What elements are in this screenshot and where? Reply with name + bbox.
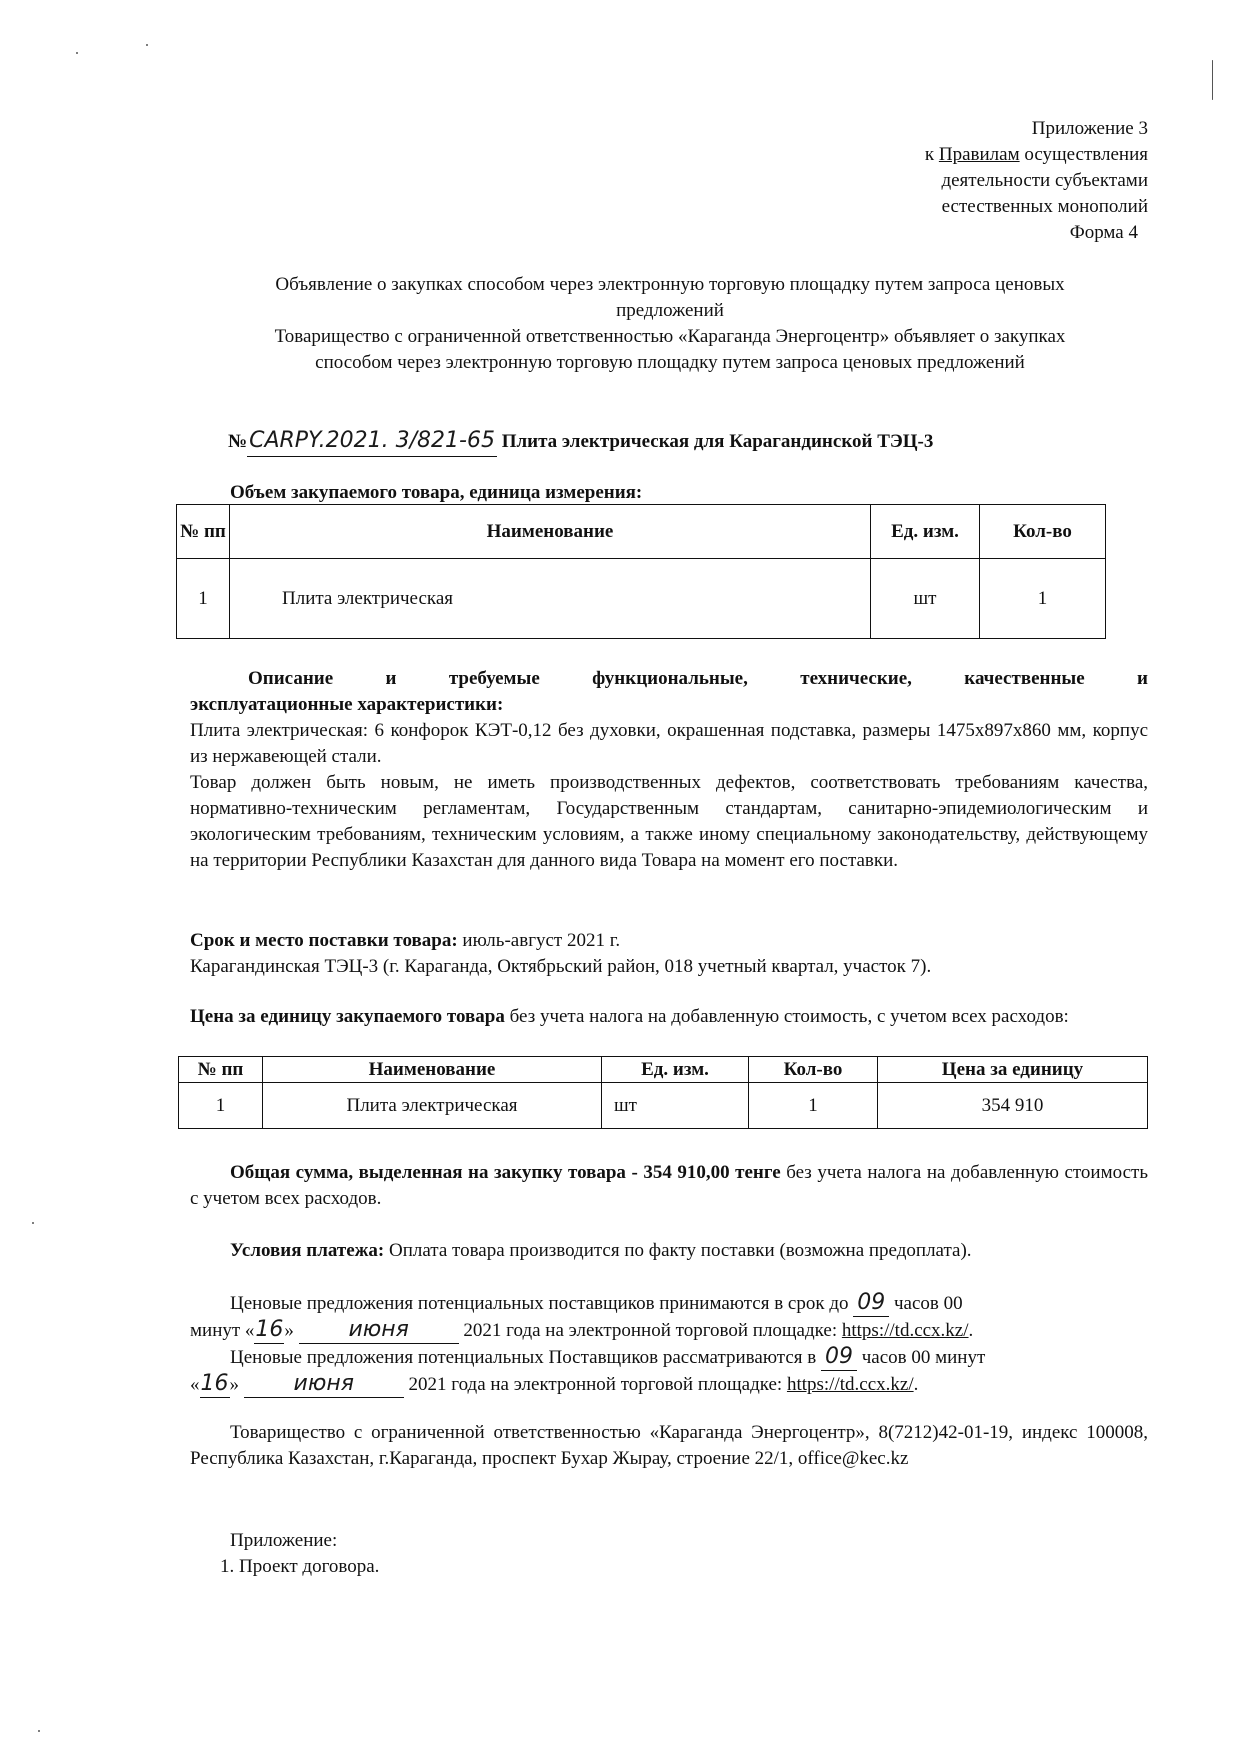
table-header-row: [177, 505, 1106, 559]
accept-prefix: Ценовые предложения потенциальных поставщиков принимаются в срок до: [230, 1293, 849, 1314]
row-name: Плита электрическая: [263, 1083, 602, 1129]
scan-speck: [76, 52, 78, 54]
price-text: без учета налога на добавленную стоимость, с учетом всех расходов:: [504, 1006, 1069, 1027]
delivery-line: [190, 928, 1148, 954]
title-line-4: способом через электронную торговую площадку путем запроса ценовых предложений: [315, 352, 1025, 373]
delivery-period: июль-август 2021 г.: [457, 930, 621, 951]
description-para-2: Товар должен быть новым, не иметь производственных дефектов, соответствовать требованиям качества, нормативно-техническим регламентам, Государственным стандартам, санитарно-эпидемиологическим и экологическим требованиям, техническим условиям, а также иному специальному законодательству, действующему на территории Республики Казахстан для данного вида Товара на момент его поставки.: [190, 772, 1148, 871]
accept-line-1: [190, 1290, 1148, 1317]
accept-min-prefix: минут «: [190, 1320, 255, 1341]
row-unit: шт: [602, 1083, 749, 1129]
accept-close: »: [284, 1320, 294, 1341]
contacts-section: Товарищество с ограниченной ответственностью «Караганда Энергоцентр», 8(7212)42-01-19, индекс 100008, Республика Казахстан, г.Караганда, проспект Бухар Жырау, строение 22/1, office@kec.kz: [190, 1422, 1148, 1469]
row-unit: шт: [871, 559, 980, 639]
delivery-label: Срок и место поставки товара:: [190, 930, 458, 951]
description-heading-1: Описание и требуемые функциональные, технические, качественные и: [248, 668, 1148, 689]
rules-link[interactable]: Правилам: [938, 144, 1020, 165]
total-label: Общая сумма, выделенная на закупку товара: [230, 1162, 626, 1183]
form-number: Форма 4: [1069, 222, 1138, 243]
scan-speck: [1212, 60, 1213, 100]
col-qty: Кол-во: [980, 505, 1106, 559]
review-open: «: [190, 1374, 200, 1395]
row-name: Плита электрическая: [230, 559, 871, 639]
rules-suffix: осуществления: [1019, 144, 1148, 165]
volume-table: [176, 504, 1106, 639]
review-line-1: [190, 1344, 1148, 1371]
scan-speck: [32, 1222, 34, 1224]
review-prefix: Ценовые предложения потенциальных Поставщиков рассматриваются в: [230, 1347, 817, 1368]
total-text: без учета налога на добавленную стоимость с учетом всех расходов.: [190, 1162, 1148, 1209]
scan-speck: [38, 1730, 40, 1732]
payment-label: Условия платежа:: [230, 1240, 385, 1261]
rules-line: [780, 142, 1148, 168]
description-heading-2: эксплуатационные характеристики:: [190, 694, 504, 715]
review-suffix: 2021 года на электронной торговой площадке:: [408, 1374, 783, 1395]
delivery-section: [190, 928, 1148, 980]
accept-url-link[interactable]: https://td.ccx.kz/: [841, 1320, 969, 1341]
description-para-1: Плита электрическая: 6 конфорок КЭТ-0,12 без духовки, окрашенная подставка, размеры 1475х897х860 мм, корпус из нержавеющей стали.: [190, 720, 1148, 767]
col-name: Наименование: [230, 505, 871, 559]
accept-line-2: минут «16» июня 2021 года на электронной торговой площадке: https://td.ccx.kz/.: [190, 1317, 974, 1342]
price-heading: [190, 1004, 1148, 1030]
accept-mid: часов 00: [894, 1293, 963, 1314]
attachments-section: [190, 1528, 790, 1580]
accept-suffix: 2021 года на электронной торговой площадке:: [463, 1320, 838, 1341]
accept-hour-handwritten: 09: [853, 1290, 889, 1317]
row-qty: 1: [749, 1083, 878, 1129]
announcement-title: [180, 272, 1160, 376]
lot-number-sign: №: [228, 431, 248, 452]
table-row: [177, 559, 1106, 639]
review-line-2: «16» июня 2021 года на электронной торговой площадке: https://td.ccx.kz/.: [190, 1371, 919, 1396]
deadlines-section: [190, 1290, 1148, 1398]
lot-name: Плита электрическая для Карагандинской ТЭЦ-3: [496, 431, 934, 452]
attachments-label: Приложение:: [230, 1530, 338, 1551]
total-section: [190, 1160, 1148, 1212]
payment-section: [230, 1238, 1148, 1264]
monopolies-line: естественных монополий: [941, 196, 1148, 217]
row-qty: 1: [980, 559, 1106, 639]
appendix-label: Приложение 3: [1031, 118, 1148, 139]
lot-title: [228, 426, 1128, 457]
review-day-handwritten: 16: [200, 1371, 229, 1396]
row-num: 1: [179, 1083, 263, 1129]
table-header-row: [179, 1057, 1148, 1083]
accept-month-handwritten: июня: [299, 1317, 459, 1344]
row-num: 1: [177, 559, 230, 639]
col-price: Цена за единицу: [878, 1057, 1148, 1083]
lot-number-handwritten: CARPY.2021. 3/821-65: [247, 426, 497, 457]
review-close: »: [229, 1374, 239, 1395]
price-label: Цена за единицу закупаемого товара: [190, 1006, 505, 1027]
title-line-2: предложений: [616, 300, 724, 321]
row-price: 354 910: [878, 1083, 1148, 1129]
review-month-handwritten: июня: [244, 1371, 404, 1398]
col-num: № пп: [179, 1057, 263, 1083]
attachment-item: 1. Проект договора.: [220, 1556, 380, 1577]
volume-heading: Объем закупаемого товара, единица измерения:: [230, 482, 643, 503]
table-row: [179, 1083, 1148, 1129]
col-name: Наименование: [263, 1057, 602, 1083]
title-line-1: Объявление о закупках способом через электронную торговую площадку путем запроса ценовых: [275, 274, 1065, 295]
form-header: [780, 116, 1148, 246]
payment-text: Оплата товара производится по факту поставки (возможна предоплата).: [384, 1240, 972, 1261]
col-unit: Ед. изм.: [871, 505, 980, 559]
subjects-line: деятельности субъектами: [941, 170, 1148, 191]
delivery-place: Карагандинская ТЭЦ-3 (г. Караганда, Октябрьский район, 018 учетный квартал, участок 7).: [190, 956, 932, 977]
review-hour-handwritten: 09: [821, 1344, 857, 1371]
price-table: [178, 1056, 1148, 1129]
col-qty: Кол-во: [749, 1057, 878, 1083]
col-unit: Ед. изм.: [602, 1057, 749, 1083]
title-line-3: Товарищество с ограниченной ответственностью «Караганда Энергоцентр» объявляет о закупках: [274, 326, 1066, 347]
review-mid: часов 00 минут: [861, 1347, 986, 1368]
rules-prefix: к: [924, 144, 939, 165]
review-url-link[interactable]: https://td.ccx.kz/: [786, 1374, 914, 1395]
scan-speck: [146, 44, 148, 46]
col-num: № пп: [177, 505, 230, 559]
description-section: [190, 666, 1148, 874]
total-amount: - 354 910,00 тенге: [625, 1162, 781, 1183]
accept-day-handwritten: 16: [255, 1317, 284, 1342]
